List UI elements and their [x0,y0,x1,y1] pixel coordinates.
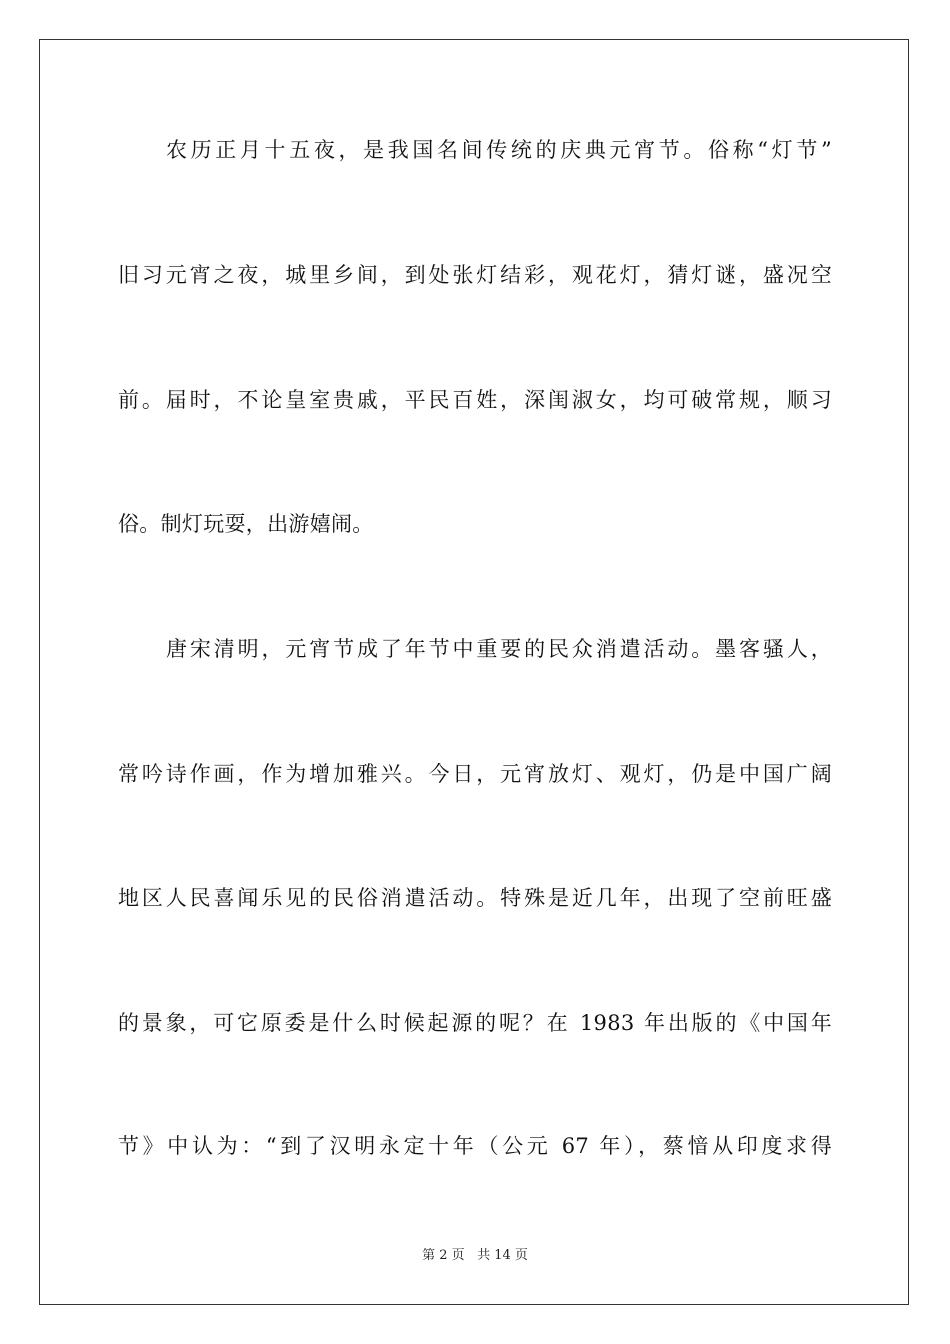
page-number: 第 2 页 [422,1248,465,1263]
paragraph-2-line-1: 唐宋清明，元宵节成了年节中重要的民众消遣活动。墨客骚人， [166,637,832,661]
page-footer [0,1248,950,1264]
paragraph-1-line-3: 前。届时，不论皇室贵戚，平民百姓，深闺淑女，均可破常规，顺习 [118,388,832,412]
page-total: 共 14 页 [477,1248,528,1263]
paragraph-2-line-4: 的景象，可它原委是什么时候起源的呢？在 1983 年出版的《中国年 [118,1011,832,1035]
paragraph-1-line-4: 俗。制灯玩耍，出游嬉闹。 [118,512,374,536]
paragraph-1-line-2: 旧习元宵之夜，城里乡间，到处张灯结彩，观花灯，猜灯谜，盛况空 [118,263,832,287]
paragraph-2-line-3: 地区人民喜闻乐见的民俗消遣活动。特殊是近几年，出现了空前旺盛 [118,886,832,910]
paragraph-1-line-1: 农历正月十五夜，是我国名间传统的庆典元宵节。俗称“灯节” [166,138,832,162]
paragraph-2-line-2: 常吟诗作画，作为增加雅兴。今日，元宵放灯、观灯，仍是中国广阔 [118,762,832,786]
page-border [39,39,909,1305]
paragraph-2-line-5: 节》中认为：“到了汉明永定十年（公元 67 年），蔡愔从印度求得 [118,1134,832,1158]
